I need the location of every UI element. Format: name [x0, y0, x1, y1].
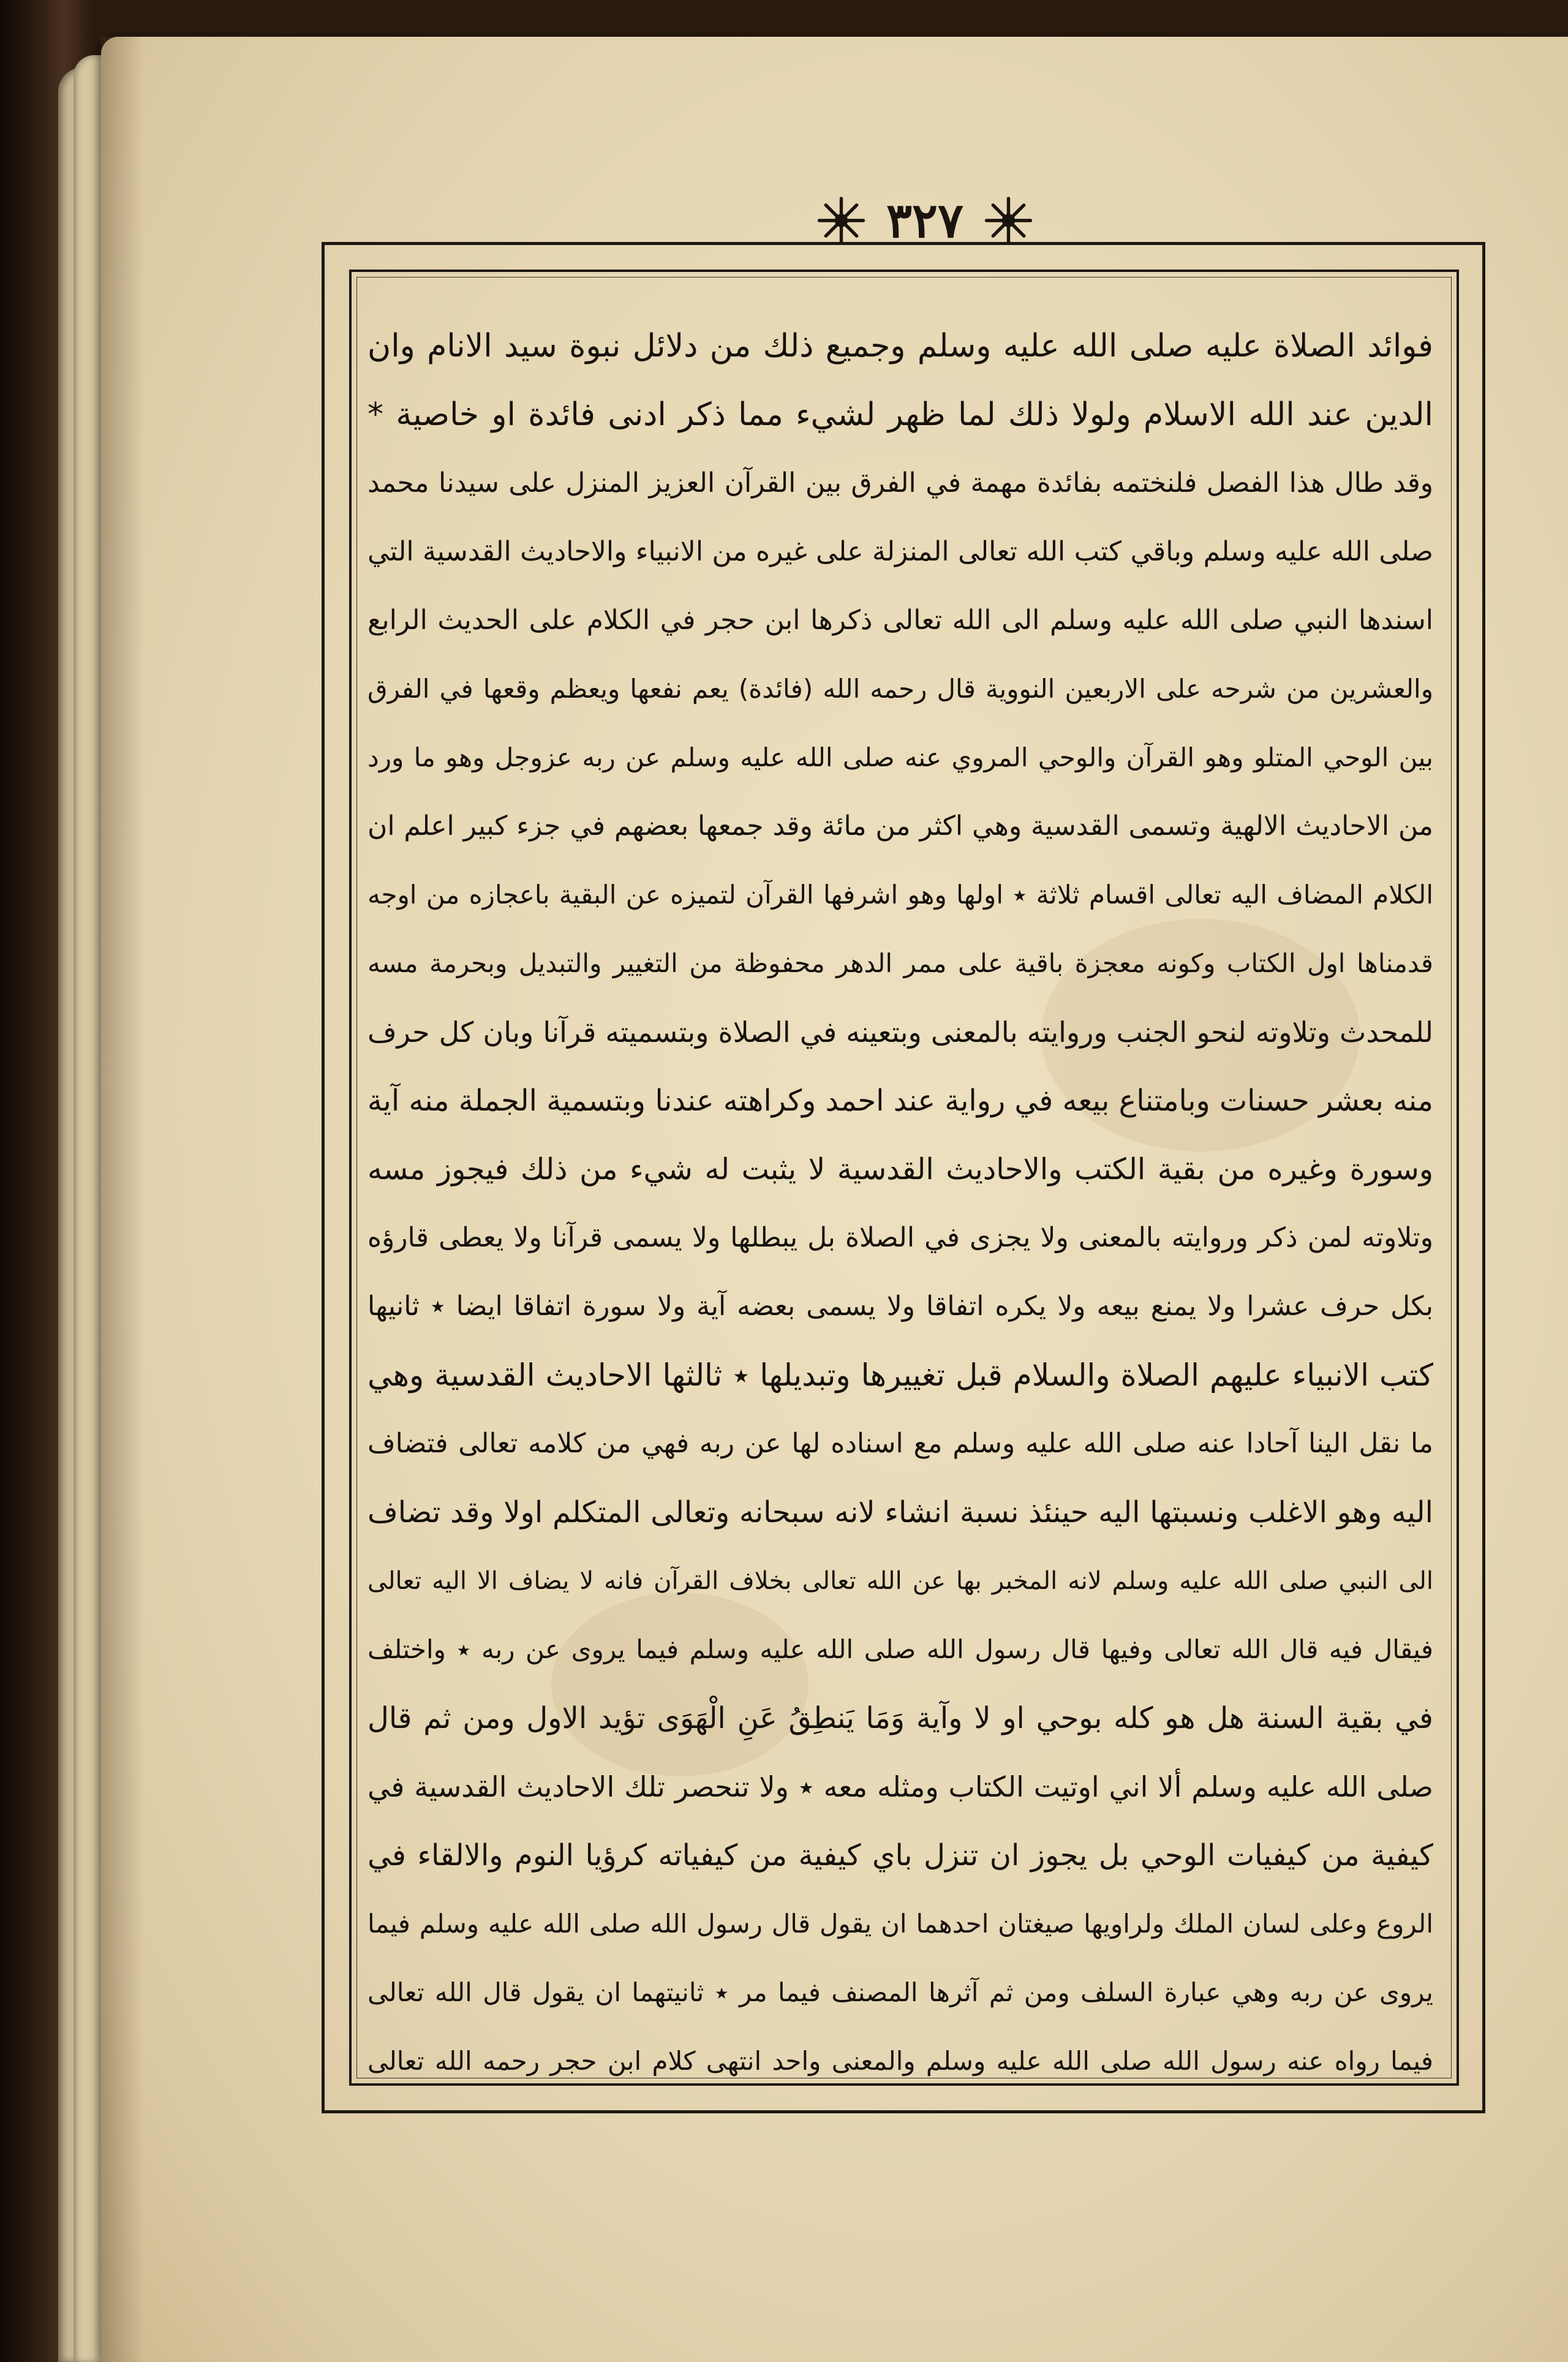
page-text — [368, 294, 1433, 2076]
text-line: الروع وعلى لسان الملك ولراويها صيغتان احدهما ان يقول قال رسول الله صلى الله عليه وسلم فيما — [368, 1909, 1433, 1939]
page-number: ٣٢٧ — [886, 192, 963, 249]
ornament-icon — [979, 193, 1038, 248]
text-line: صلى الله عليه وسلم ألا اني اوتيت الكتاب ومثله معه ٭ ولا تنحصر تلك الاحاديث القدسية في — [368, 1770, 1433, 1803]
text-line: منه بعشر حسنات وبامتناع بيعه في رواية عند احمد وكراهته عندنا وبتسمية الجملة منه آية — [368, 1084, 1433, 1118]
text-line: من الاحاديث الالهية وتسمى القدسية وهي اكثر من مائة وقد جمعها بعضهم في جزء كبير اعلم ان — [368, 810, 1433, 842]
text-line: فيما رواه عنه رسول الله صلى الله عليه وسلم والمعنى واحد انتهى كلام ابن حجر رحمه الله تعالى — [368, 2046, 1433, 2076]
text-line: فيقال فيه قال الله تعالى وفيها قال رسول الله صلى الله عليه وسلم فيما يروى عن ربه ٭ واختلف — [368, 1634, 1433, 1664]
text-line: الكلام المضاف اليه تعالى اقسام ثلاثة ٭ اولها وهو اشرفها القرآن لتميزه عن البقية باعجازه من اوجه — [368, 880, 1433, 910]
text-line: اليه وهو الاغلب ونسبتها اليه حينئذ نسبة انشاء لانه سبحانه وتعالى المتكلم اولا وقد تضاف — [368, 1495, 1433, 1530]
text-line: اسندها النبي صلى الله عليه وسلم الى الله تعالى ذكرها ابن حجر في الكلام على الحديث الرابع — [368, 605, 1433, 636]
text-line: وقد طال هذا الفصل فلنختمه بفائدة مهمة في الفرق بين القرآن العزيز المنزل على سيدنا محمد — [368, 467, 1433, 499]
text-line: قدمناها اول الكتاب وكونه معجزة باقية على ممر الدهر محفوظة من التغيير والتبديل وبحرمة مسه — [368, 948, 1433, 978]
text-line: كيفية من كيفيات الوحي بل يجوز ان تنزل باي كيفية من كيفياته كرؤيا النوم والالقاء في — [368, 1838, 1433, 1873]
text-line: بكل حرف عشرا ولا يمنع بيعه ولا يكره اتفاقا ولا يسمى بعضه آية ولا سورة اتفاقا ايضا ٭ ثانيها — [368, 1291, 1433, 1322]
text-line: فوائد الصلاة عليه صلى الله عليه وسلم وجميع ذلك من دلائل نبوة سيد الانام وان — [368, 328, 1433, 364]
gutter-shadow — [101, 37, 144, 2362]
text-line: بين الوحي المتلو وهو القرآن والوحي المروي عنه صلى الله عليه وسلم عن ربه عزوجل وهو ما ورد — [368, 742, 1433, 772]
text-line: ما نقل الينا آحادا عنه صلى الله عليه وسلم مع اسناده لها عن ربه فهي من كلامه تعالى فتضاف — [368, 1428, 1433, 1459]
text-line: يروى عن ربه وهي عبارة السلف ومن ثم آثرها المصنف فيما مر ٭ ثانيتهما ان يقول قال الله تعالى — [368, 1977, 1433, 2007]
text-line: والعشرين من شرحه على الاربعين النووية قال رحمه الله (فائدة) يعم نفعها ويعظم وقعها في الفرق — [368, 674, 1433, 704]
text-line: للمحدث وتلاوته لنحو الجنب وروايته بالمعنى وبتعينه في الصلاة وبتسميته قرآنا وبان كل حرف — [368, 1016, 1433, 1049]
text-line: صلى الله عليه وسلم وباقي كتب الله تعالى المنزلة على غيره من الانبياء والاحاديث القدسية التي — [368, 536, 1433, 567]
text-line: كتب الانبياء عليهم الصلاة والسلام قبل تغييرها وتبديلها ٭ ثالثها الاحاديث القدسية وهي — [368, 1357, 1433, 1393]
text-line: في بقية السنة هل هو كله بوحي او لا وآية وَمَا يَنطِقُ عَنِ الْهَوَى تؤيد الاول ومن ثم قال — [368, 1701, 1433, 1735]
text-line: الى النبي صلى الله عليه وسلم لانه المخبر بها عن الله تعالى بخلاف القرآن فانه لا يضاف الا اليه تعالى — [368, 1567, 1433, 1595]
ornament-icon — [812, 193, 870, 248]
text-line: وسورة وغيره من بقية الكتب والاحاديث القدسية لا يثبت له شيء من ذلك فيجوز مسه — [368, 1152, 1433, 1187]
text-line: وتلاوته لمن ذكر وروايته بالمعنى ولا يجزى في الصلاة بل يبطلها ولا يسمى قرآنا ولا يعطى قارؤه — [368, 1222, 1433, 1253]
text-line: الدين عند الله الاسلام ولولا ذلك لما ظهر لشيء مما ذكر ادنى فائدة او خاصية * — [368, 396, 1433, 433]
